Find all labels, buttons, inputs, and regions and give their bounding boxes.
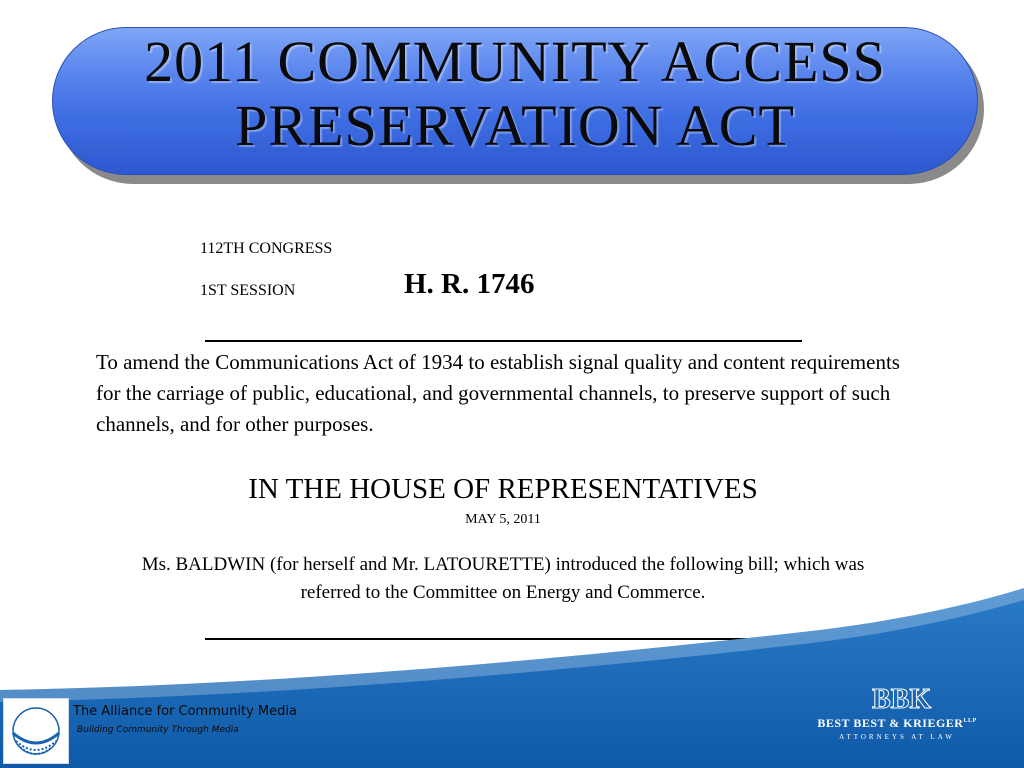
- alliance-tagline: Building Community Through Media: [77, 725, 239, 735]
- bill-number: H. R. 1746: [404, 268, 535, 300]
- alliance-name: The Alliance for Community Media: [73, 704, 297, 719]
- alliance-logo: [3, 698, 69, 764]
- firm-name-text: BEST BEST & KRIEGER: [817, 716, 964, 730]
- divider-top: [205, 340, 802, 342]
- firm-subtitle: ATTORNEYS AT LAW: [839, 733, 955, 741]
- session-label: 1ST SESSION: [200, 282, 296, 299]
- bill-introduction: Ms. BALDWIN (for herself and Mr. LATOURETTE) introduced the following bill; which was referred to the Committee on Energy and Commerce.: [141, 554, 865, 603]
- slide-title-line-1: 2011 COMMUNITY ACCESS: [144, 29, 886, 94]
- firm-name: [814, 716, 980, 731]
- bill-date: MAY 5, 2011: [465, 512, 541, 527]
- bill-purpose: To amend the Communications Act of 1934 to establish signal quality and content requirements for the carriage of public, educational, and governmental channels, to preserve support of such channels, and for other purposes.: [96, 350, 900, 436]
- slide-title: [52, 30, 978, 158]
- congress-label: 112TH CONGRESS: [200, 240, 333, 257]
- slide-title-line-2: PRESERVATION ACT: [235, 93, 795, 158]
- firm-suffix: LLP: [963, 718, 977, 724]
- globe-logo-icon: [4, 699, 68, 763]
- bbk-monogram: BBK: [872, 684, 932, 714]
- bbk-logo-icon: [868, 682, 932, 714]
- chamber-heading: IN THE HOUSE OF REPRESENTATIVES: [248, 473, 758, 505]
